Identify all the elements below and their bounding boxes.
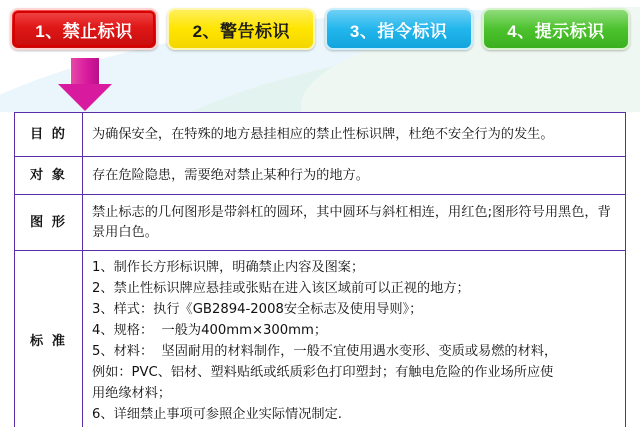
list-item: 例如：PVC、铝材、塑料贴纸或纸质彩色打印塑封；有触电危险的作业场所应使 [92,365,554,381]
list-item: 1、制作长方形标识牌，明确禁止内容及图案； [92,260,365,275]
tab-label: 1、禁止标识 [35,21,133,41]
tab-mandatory-signs[interactable] [325,8,473,50]
table-row [15,157,626,195]
list-item: 3、样式：执行《GB2894-2008安全标志及使用导则》； [92,302,423,318]
tab-bar [0,8,640,50]
table-row [15,251,626,427]
row-value-standard [83,251,626,427]
row-value-graphic: 禁止标志的几何图形是带斜杠的圆环，其中圆环与斜杠相连，用红色;图形符号用黑色，背景用白色。 [83,195,626,251]
down-arrow-icon [58,57,114,113]
arrow-head [58,84,112,111]
content-table [14,112,626,427]
list-item: 2、禁止性标识牌应悬挂或张贴在进入该区域前可以正视的地方； [92,281,470,297]
tab-label: 3、指令标识 [349,21,448,41]
row-label-purpose: 目 的 [15,113,83,157]
standard-list [92,258,616,426]
row-value-purpose: 为确保安全，在特殊的地方悬挂相应的禁止性标识牌，杜绝不安全行为的发生。 [83,113,626,157]
list-item: 5、材料： 坚固耐用的材料制作，一般不宜使用遇水变形、变质或易燃的材料， [92,344,558,360]
row-label-standard: 标 准 [15,251,83,427]
content-table-container [14,112,626,427]
tab-warning-signs[interactable] [167,8,315,50]
tab-label: 2、警告标识 [192,21,291,41]
list-item: 用绝缘材料； [92,386,172,402]
tab-notice-signs[interactable] [482,8,630,50]
arrow-stem [70,57,100,85]
list-item: 6、详细禁止事项可参照企业实际情况制定. [92,407,342,423]
row-label-object: 对 象 [15,157,83,195]
row-label-graphic: 图 形 [15,195,83,251]
tab-prohibition-signs[interactable] [10,8,158,50]
list-item: 4、规格： 一般为400mm×300mm； [92,323,328,339]
table-row [15,113,626,157]
tab-label: 4、提示标识 [507,21,605,41]
table-row [15,195,626,251]
row-value-object: 存在危险隐患，需要绝对禁止某种行为的地方。 [83,157,626,195]
